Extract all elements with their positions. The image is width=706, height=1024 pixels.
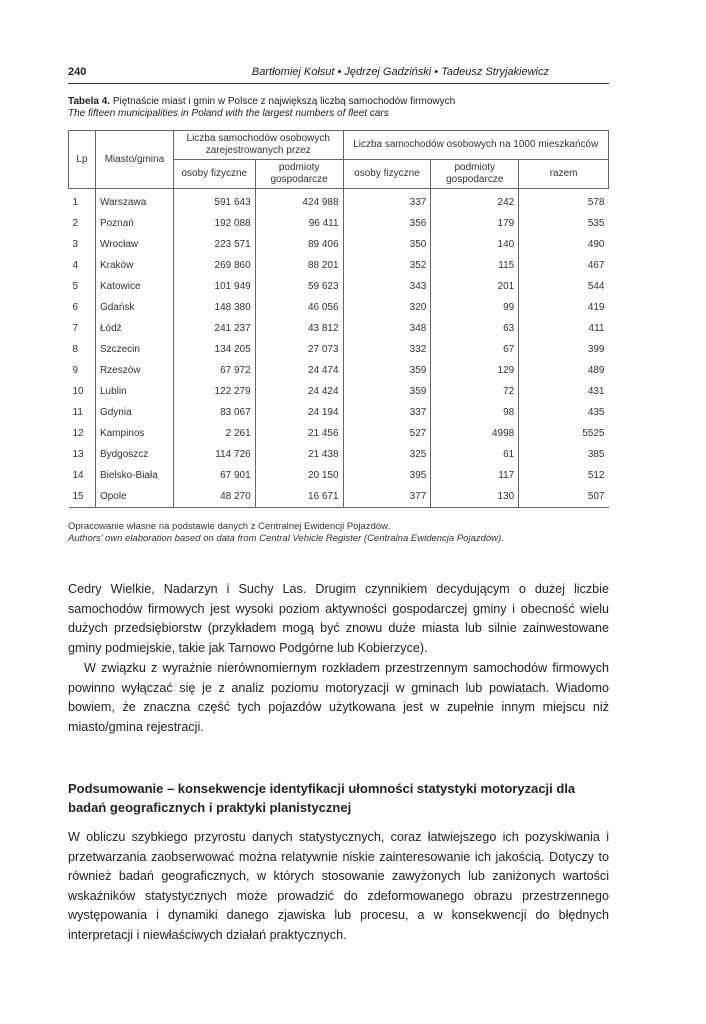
cell-per1000-business: 117 (431, 465, 519, 486)
cell-reg-private: 269 860 (173, 255, 255, 276)
cell-reg-private: 241 237 (173, 318, 255, 339)
cell-per1000-private: 337 (343, 402, 431, 423)
cell-city: Lublin (95, 381, 173, 402)
table-caption-pl (68, 96, 609, 108)
cell-per1000-total: 419 (587, 302, 605, 313)
table-title-pl: Piętnaście miast i gmin w Polsce z największą liczbą samochodów firmowych (110, 96, 456, 107)
cell-per1000-private: 325 (343, 444, 431, 465)
cell-reg-business: 24 424 (255, 381, 343, 402)
table-row (69, 255, 609, 276)
paragraph-2: W związku z wyraźnie nierównomiernym rozkładem przestrzennym samochodów firmowych powinno wyłączać się je z analiz poziomu motoryzacji w gminach lub powiatach. Wiadomo bowiem, że znaczna część tych pojazdów użytkowana jest w zupełnie innym miejscu niż miasto/gmina rejestracji. (68, 661, 609, 734)
cell-per1000-business: 140 (431, 234, 519, 255)
cell-per1000-business: 4998 (431, 423, 519, 444)
cell-city: Rzeszów (95, 360, 173, 381)
cell-city: Łódź (95, 318, 173, 339)
table-row (69, 213, 609, 234)
section-title: Podsumowanie – konsekwencje identyfikacji ułomności statystyki motoryzacji dla badań geograficznych i praktyki planistycznej (68, 781, 576, 815)
cell-reg-private: 223 571 (173, 234, 255, 255)
col-header-per1000-total: razem (519, 160, 609, 189)
cell-per1000-business: 98 (431, 402, 519, 423)
cell-per1000-total: 512 (587, 470, 605, 481)
cell-lp: 2 (69, 213, 96, 234)
cell-reg-private: 134 205 (173, 339, 255, 360)
source-pl: Opracowanie własne na podstawie danych z Centralnej Ewidencji Pojazdów. (68, 521, 391, 532)
table-row (69, 444, 609, 465)
cell-lp: 15 (69, 486, 96, 508)
table-row (69, 381, 609, 402)
cell-per1000-total: 435 (587, 407, 605, 418)
cell-per1000-private: 332 (343, 339, 431, 360)
cell-city: Szczecin (95, 339, 173, 360)
cell-reg-business: 88 201 (255, 255, 343, 276)
source-en: Authors’ own elaboration based on data from Central Vehicle Register (Centralna Ewidencja Pojazdów). (68, 533, 504, 544)
cell-reg-private: 83 067 (173, 402, 255, 423)
cell-per1000-total: 399 (587, 344, 605, 355)
cell-per1000-total: 411 (588, 323, 605, 334)
cell-per1000-private: 395 (343, 465, 431, 486)
cell-city: Opole (95, 486, 173, 508)
cell-city: Kampinos (95, 423, 173, 444)
cell-reg-private: 114 726 (173, 444, 255, 465)
cell-reg-business: 24 474 (255, 360, 343, 381)
cell-lp: 3 (69, 234, 96, 255)
cell-reg-private: 67 901 (173, 465, 255, 486)
cell-per1000-private: 320 (343, 297, 431, 318)
cell-reg-business: 424 988 (255, 189, 343, 214)
cell-reg-private: 122 279 (173, 381, 255, 402)
table-row (69, 465, 609, 486)
table-row (69, 189, 609, 214)
cell-per1000-total: 578 (587, 197, 605, 208)
table-row (69, 423, 609, 444)
cell-lp: 6 (69, 297, 96, 318)
cell-per1000-private: 337 (343, 189, 431, 214)
cell-city: Gdynia (95, 402, 173, 423)
cell-per1000-total: 467 (587, 260, 605, 271)
cell-lp: 14 (69, 465, 96, 486)
cell-per1000-private: 356 (343, 213, 431, 234)
cell-reg-business: 43 812 (255, 318, 343, 339)
cell-reg-private: 48 270 (173, 486, 255, 508)
cell-city: Bielsko-Biała (95, 465, 173, 486)
cell-reg-business: 21 438 (255, 444, 343, 465)
cell-per1000-business: 129 (431, 360, 519, 381)
table-label: Tabela 4. (68, 96, 111, 107)
cell-lp: 13 (69, 444, 96, 465)
cell-per1000-private: 348 (343, 318, 431, 339)
cell-lp: 5 (69, 276, 96, 297)
fleet-cars-table (68, 130, 609, 508)
table-row (69, 360, 609, 381)
table-caption (68, 96, 609, 120)
paragraph-3: W obliczu szybkiego przyrostu danych statystycznych, coraz łatwiejszego ich pozyskiwania i przetwarzania zaobserwować można relatywnie niskie zainteresowanie ich jakością. Dotyczy to również badań geograficznych, w których stosowanie zawyżonych lub zaniżonych wartości wskaźników statystycznych może prowadzić do zdeformowanego obrazu przestrzennego występowania i dynamiki danego zjawiska lub procesu, a w konsekwencji do błędnych interpretacji i niewłaściwych działań praktycznych. (68, 830, 609, 942)
table-header-row-1 (69, 131, 609, 160)
cell-reg-business: 20 150 (255, 465, 343, 486)
cell-reg-business: 89 406 (255, 234, 343, 255)
cell-reg-private: 67 972 (173, 360, 255, 381)
table-row (69, 486, 609, 508)
table-body (69, 189, 609, 508)
cell-per1000-business: 63 (431, 318, 519, 339)
page-number: 240 (68, 66, 87, 78)
cell-per1000-private: 350 (343, 234, 431, 255)
cell-per1000-private: 377 (343, 486, 431, 508)
cell-city: Poznań (95, 213, 173, 234)
cell-lp: 12 (69, 423, 96, 444)
cell-per1000-total: 535 (587, 218, 605, 229)
table-row (69, 402, 609, 423)
cell-city: Bydgoszcz (95, 444, 173, 465)
cell-per1000-business: 179 (431, 213, 519, 234)
cell-reg-private: 148 380 (173, 297, 255, 318)
cell-reg-business: 46 056 (255, 297, 343, 318)
cell-reg-business: 21 456 (255, 423, 343, 444)
cell-lp: 7 (69, 318, 96, 339)
col-header-lp: Lp (69, 131, 96, 189)
cell-per1000-private: 343 (343, 276, 431, 297)
table-row (69, 276, 609, 297)
cell-reg-private: 2 261 (173, 423, 255, 444)
cell-lp: 9 (69, 360, 96, 381)
col-header-per1000-business: podmioty gospodarcze (431, 160, 519, 189)
cell-per1000-total: 489 (587, 365, 605, 376)
cell-reg-business: 59 623 (255, 276, 343, 297)
cell-per1000-total: 5525 (582, 428, 605, 439)
table-title-en: The fifteen municipalities in Poland with the largest numbers of fleet cars (68, 108, 389, 119)
cell-per1000-private: 352 (343, 255, 431, 276)
cell-per1000-total: 490 (587, 239, 605, 250)
cell-city: Katowice (95, 276, 173, 297)
col-group-registered: Liczba samochodów osobowych zarejestrowanych przez (173, 131, 343, 160)
running-header (68, 66, 609, 84)
cell-city: Kraków (95, 255, 173, 276)
col-header-reg-business: podmioty gospodarcze (255, 160, 343, 189)
cell-reg-private: 192 088 (173, 213, 255, 234)
running-authors: Bartłomiej Kołsut • Jędrzej Gadziński • Tadeusz Stryjakiewicz (251, 66, 549, 78)
cell-per1000-business: 115 (431, 255, 519, 276)
cell-reg-business: 24 194 (255, 402, 343, 423)
cell-per1000-total: 544 (587, 281, 605, 292)
cell-lp: 8 (69, 339, 96, 360)
cell-per1000-private: 359 (343, 381, 431, 402)
col-header-reg-private: osoby fizyczne (173, 160, 255, 189)
col-group-per1000: Liczba samochodów osobowych na 1000 mieszkańców (343, 131, 608, 160)
table-row (69, 339, 609, 360)
table-source (68, 521, 609, 545)
cell-per1000-business: 99 (431, 297, 519, 318)
cell-lp: 4 (69, 255, 96, 276)
cell-lp: 1 (69, 189, 96, 214)
cell-per1000-business: 61 (431, 444, 519, 465)
cell-per1000-business: 72 (431, 381, 519, 402)
cell-per1000-private: 527 (343, 423, 431, 444)
cell-per1000-business: 242 (431, 189, 519, 214)
table-row (69, 234, 609, 255)
cell-per1000-total: 385 (587, 449, 605, 460)
cell-city: Wrocław (95, 234, 173, 255)
cell-city: Gdańsk (95, 297, 173, 318)
table-row (69, 297, 609, 318)
cell-per1000-total: 431 (587, 386, 605, 397)
cell-reg-business: 96 411 (255, 213, 343, 234)
col-header-city: Miasto/gmina (95, 131, 173, 189)
cell-per1000-business: 130 (431, 486, 519, 508)
cell-per1000-business: 67 (431, 339, 519, 360)
cell-lp: 10 (69, 381, 96, 402)
cell-city: Warszawa (95, 189, 173, 214)
cell-per1000-business: 201 (431, 276, 519, 297)
cell-per1000-private: 359 (343, 360, 431, 381)
col-header-per1000-private: osoby fizyczne (343, 160, 431, 189)
cell-reg-business: 27 073 (255, 339, 343, 360)
paragraph-1: Cedry Wielkie, Nadarzyn i Suchy Las. Drugim czynnikiem decydującym o dużej liczbie samochodów firmowych jest wysoki poziom aktywności gospodarczej gminy i obecność wielu dużych przedsiębiorstw (przykładem mogą być znowu duże miasta lub silnie zainwestowane gminy podmiejskie, takie jak Tarnowo Podgórne lub Kobierzyce). (68, 582, 609, 655)
table-row (69, 318, 609, 339)
cell-reg-private: 591 643 (173, 189, 255, 214)
cell-reg-business: 16 671 (255, 486, 343, 508)
cell-reg-private: 101 949 (173, 276, 255, 297)
cell-per1000-total: 507 (519, 486, 609, 508)
cell-lp: 11 (69, 402, 96, 423)
